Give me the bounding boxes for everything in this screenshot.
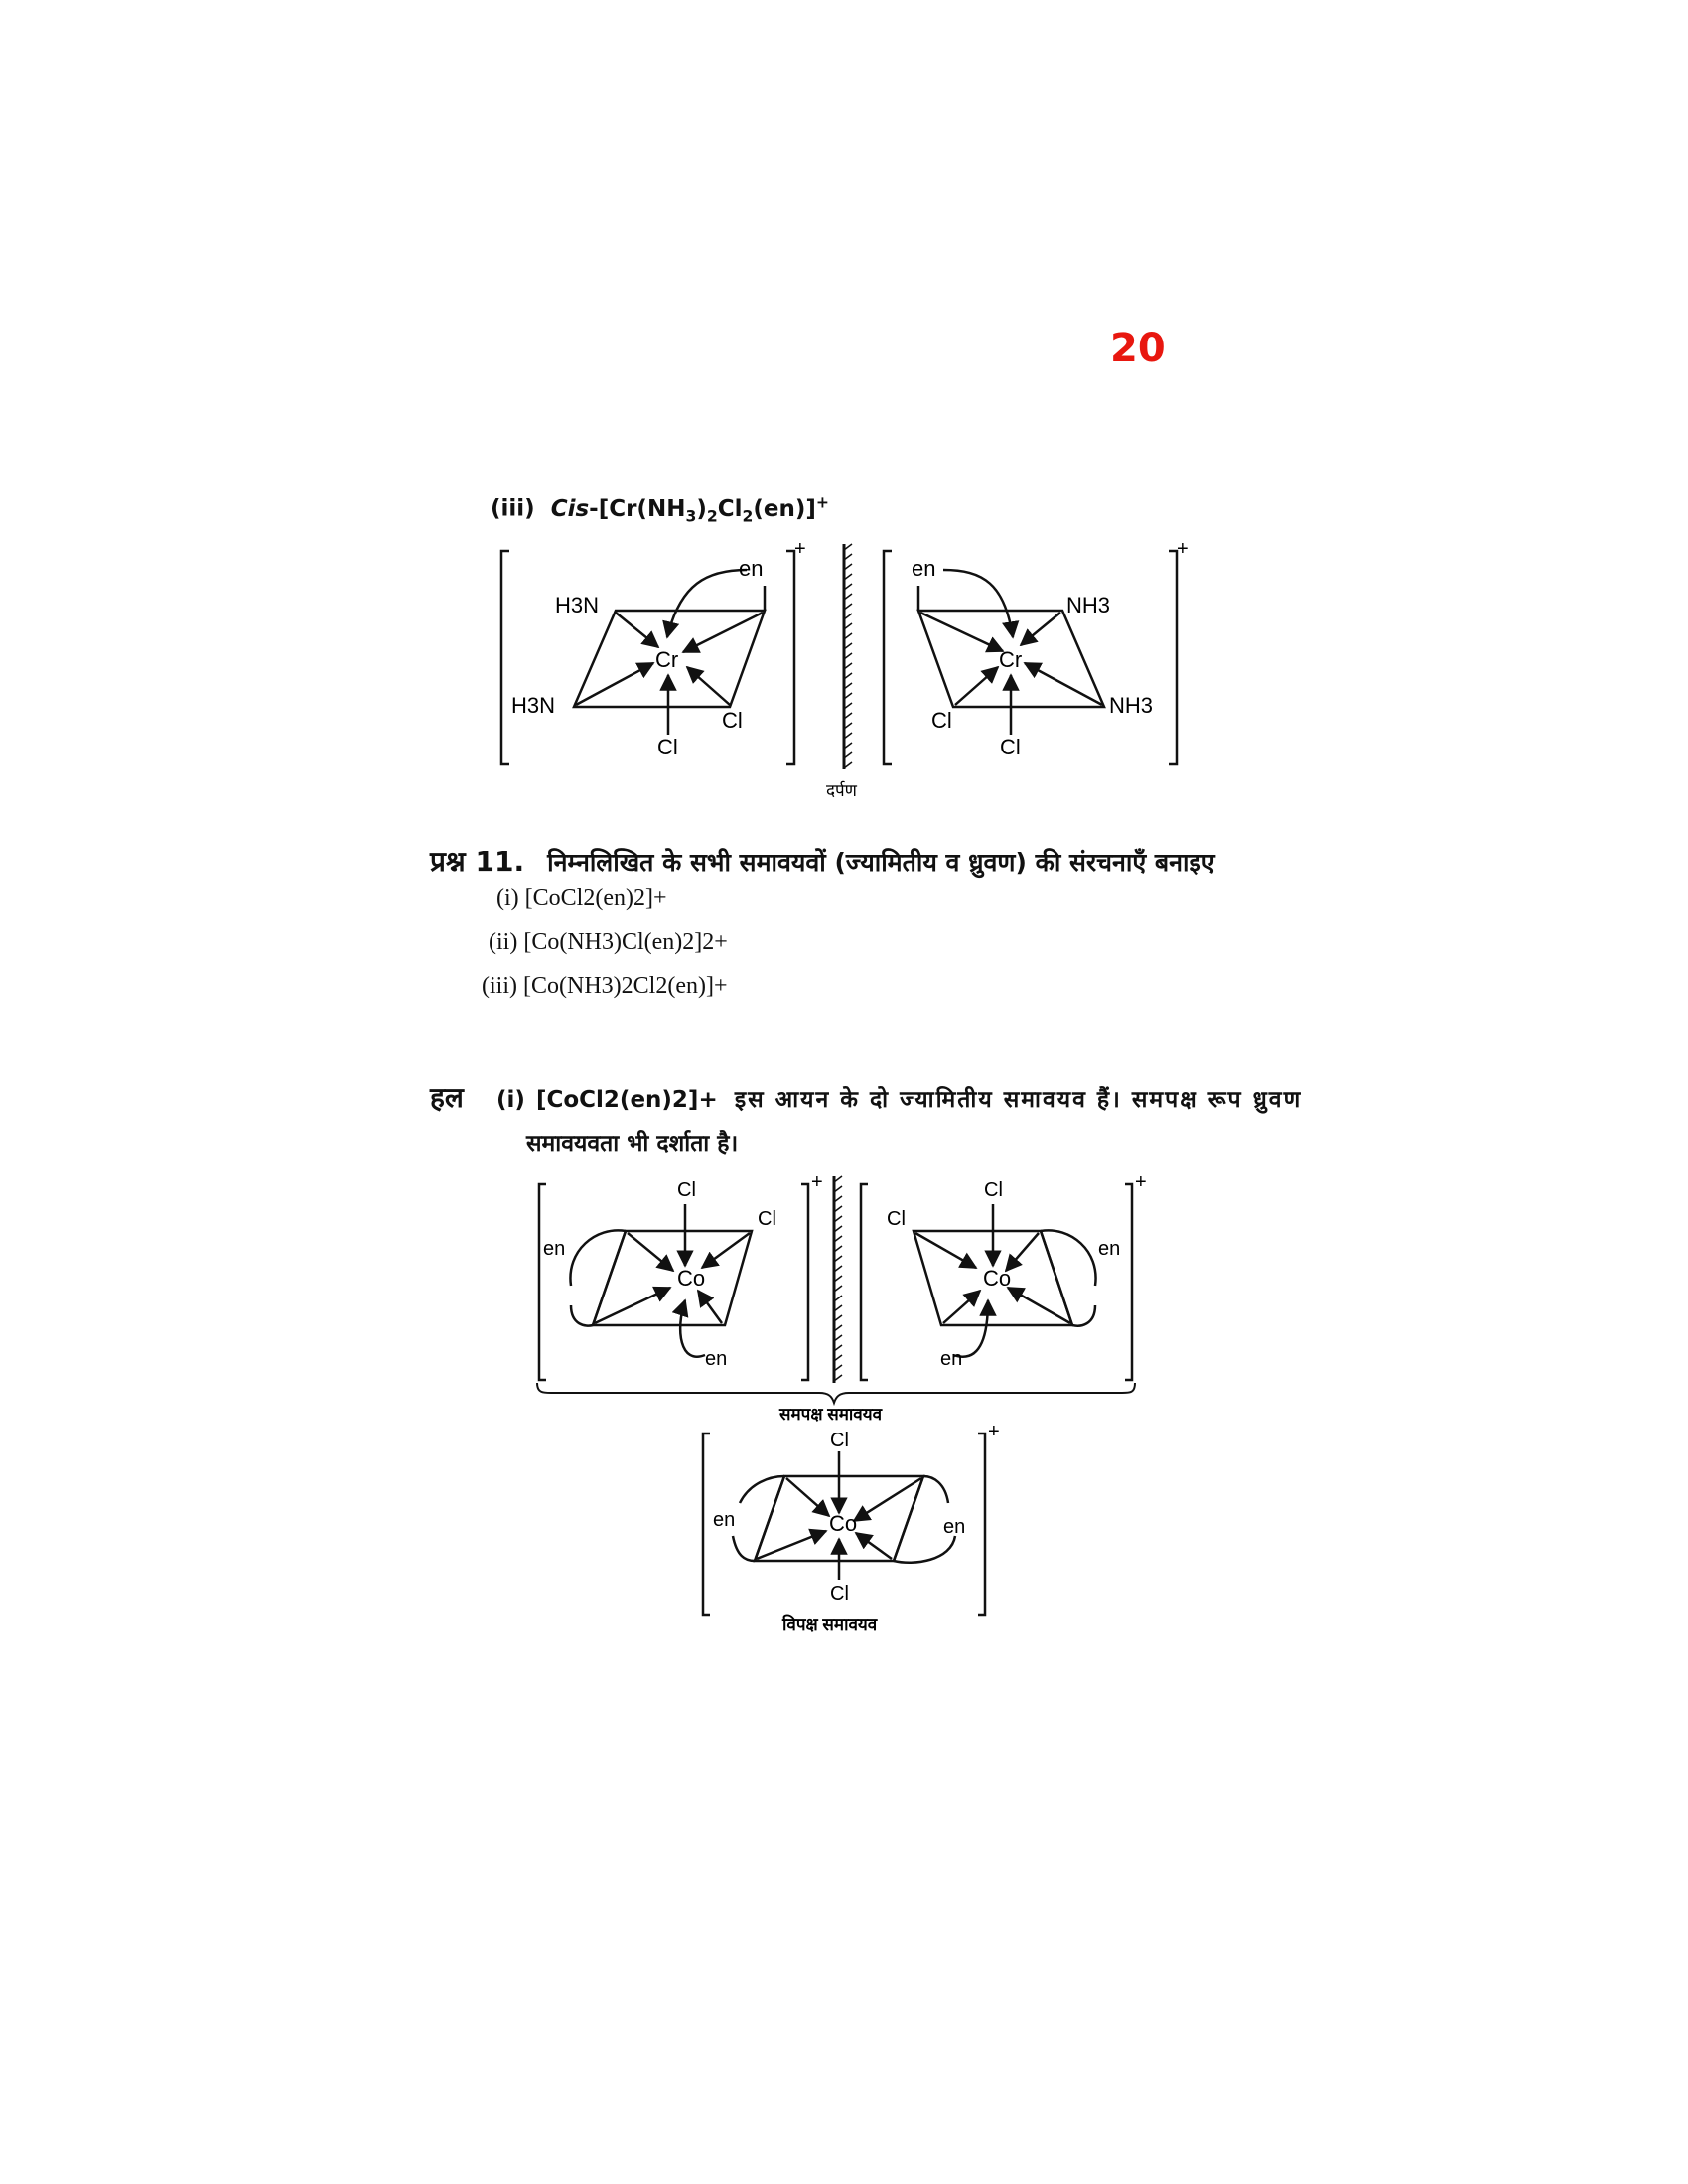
right-bracket-close [1169,551,1177,764]
cis-right-en-2: en [940,1348,963,1370]
trans-bracket-close [978,1433,985,1615]
trans-en-arc-left-top [740,1476,784,1503]
part-iii-heading: (iii) Cis-$[Cr(NH_3)_2Cl_2(en)]^+$ [491,492,829,526]
mirror-caption: दर्पण [826,781,857,800]
question-item-2: (ii) [Co(NH3)Cl(en)2]2+ [489,929,728,955]
trans-co: Co [829,1511,858,1536]
right-nh3-bottom: NH3 [1109,693,1154,718]
question-text: निम्नलिखित के सभी समावयवों (ज्यामितीय व ध्रुवण) की संरचनाएँ बनाइए [547,848,1215,877]
left-charge: + [794,538,806,560]
trans-en-arc-right-bottom [894,1536,955,1563]
item-3-formula: [Co(NH3)2Cl2(en)]+ [523,973,728,999]
cis-right-bracket-close [1125,1184,1132,1380]
cis-caption: समपक्ष समावयव [779,1405,883,1424]
right-cl-bottom: Cl [1000,735,1021,759]
answer-text-2: समावयवता भी दर्शाता है। [526,1131,739,1157]
right-cl-left: Cl [931,708,952,733]
cis-mirror-line [834,1176,842,1383]
page-number: 20 [1110,326,1166,371]
trans-en-right: en [943,1516,966,1538]
cis-right-bracket-open [861,1184,868,1380]
trans-en-arc-right-top [923,1476,948,1503]
cis-left-cl-right: Cl [758,1208,776,1230]
trans-cl-top: Cl [830,1430,849,1451]
cis-left-cl-top: Cl [677,1179,696,1201]
trans-cl-bottom: Cl [830,1583,849,1605]
cis-right-cl-left: Cl [887,1208,906,1230]
trans-bracket-open [703,1433,710,1615]
mirror-line [844,544,852,769]
cis-right-charge: + [1135,1171,1147,1193]
item-1-formula: [CoCl2(en)2]+ [524,886,667,911]
cis-left-bracket-open [539,1184,546,1380]
formula-start: -[Cr(NH [589,495,686,522]
right-bracket-open [884,551,892,764]
cis-right-cl-top: Cl [984,1179,1003,1201]
cis-left-charge: + [811,1171,823,1193]
answer-label: हल [430,1081,464,1114]
left-cr-center: Cr [655,647,679,672]
answer-num: (i) [495,1087,525,1113]
cis-left-plane [593,1231,752,1325]
cis-underbrace [537,1383,1135,1403]
cis-right-en-1: en [1098,1238,1121,1260]
left-bracket-close [786,551,794,764]
answer-text-1: इस आयन के दो ज्यामितीय समावयव हैं। समपक्ष रूप ध्रुवण [734,1087,1303,1113]
trans-charge: + [988,1422,1000,1442]
co-trans-isomer-diagram [695,1422,1013,1640]
right-cr-center: Cr [999,647,1023,672]
cis-left-en-arc-2 [680,1300,705,1357]
answer-block [430,1078,1302,1116]
left-cl-right: Cl [722,708,743,733]
cis-left-en-2: en [705,1348,728,1370]
left-en-label: en [739,556,764,581]
question-item-1: (i) [CoCl2(en)2]+ [496,886,667,911]
co-cis-isomers-diagram [531,1166,1187,1425]
cis-left-bracket-close [801,1184,808,1380]
question-11 [430,842,1215,880]
left-h3n-top: H3N [555,593,600,617]
trans-en-left: en [713,1509,736,1531]
question-item-3: (iii) [Co(NH3)2Cl2(en)]+ [482,973,728,999]
right-charge: + [1177,538,1189,560]
part-iii-label: (iii) [491,495,535,522]
cis-right-co: Co [983,1266,1012,1291]
answer-formula: [CoCl2(en)2]+ [535,1087,718,1113]
left-h3n-bottom: H3N [511,693,556,718]
item-2-formula: [Co(NH3)Cl(en)2]2+ [523,929,728,955]
cis-left-co: Co [677,1266,706,1291]
cr-enantiomer-diagram [477,536,1231,814]
cis-prefix: Cis [550,495,590,522]
left-bracket-open [501,551,509,764]
cis-left-en-1: en [543,1238,566,1260]
question-label: प्रश्न 11. [430,845,525,878]
right-en-label: en [912,556,936,581]
trans-en-arc-left-bottom [733,1536,755,1561]
right-nh3-top: NH3 [1066,593,1111,617]
left-cl-bottom: Cl [657,735,678,759]
trans-caption: विपक्ष समावयव [782,1615,878,1634]
